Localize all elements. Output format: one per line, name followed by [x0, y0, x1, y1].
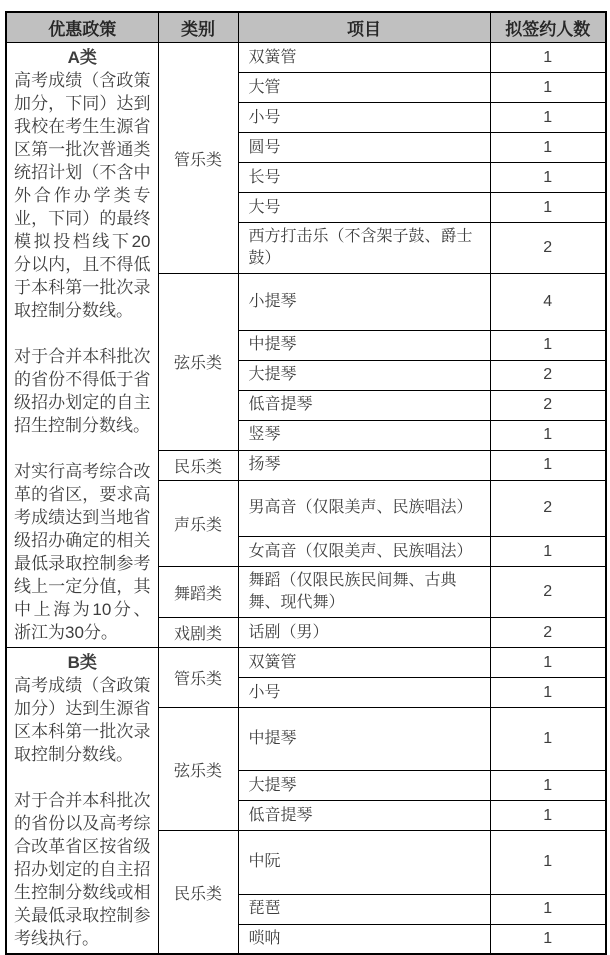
header-count: 拟签约人数: [490, 12, 606, 43]
project-cell: 男高音（仅限美声、民族唱法）: [238, 480, 490, 537]
count-cell: 1: [490, 43, 606, 73]
policy-paragraph: 高考成绩（含政策加分）达到生源省区本科第一批次录取控制分数线。: [14, 676, 151, 764]
category-cell: 弦乐类: [158, 708, 238, 831]
count-cell: 1: [490, 193, 606, 223]
project-cell: 圆号: [238, 133, 490, 163]
project-cell: 小号: [238, 103, 490, 133]
count-cell: 2: [490, 390, 606, 420]
policy-title: B类: [67, 653, 97, 672]
count-cell: 1: [490, 708, 606, 771]
count-cell: 1: [490, 330, 606, 360]
project-cell: 双簧管: [238, 648, 490, 678]
project-cell: 中提琴: [238, 330, 490, 360]
count-cell: 1: [490, 450, 606, 480]
count-cell: 1: [490, 894, 606, 924]
project-cell: 小提琴: [238, 274, 490, 331]
count-cell: 4: [490, 274, 606, 331]
count-cell: 1: [490, 420, 606, 450]
count-cell: 1: [490, 103, 606, 133]
count-cell: 1: [490, 73, 606, 103]
count-cell: 1: [490, 831, 606, 894]
category-cell: 戏剧类: [158, 618, 238, 648]
policy-cell-A类: [6, 43, 158, 648]
project-cell: 大管: [238, 73, 490, 103]
policy-cell-B类: [6, 648, 158, 955]
project-cell: 女高音（仅限美声、民族唱法）: [238, 537, 490, 567]
project-cell: 西方打击乐（不含架子鼓、爵士鼓）: [238, 223, 490, 274]
policy-paragraph: 对于合并本科批次的省份以及高考综合改革省区按省级招办划定的自主招生控制分数线或相关最低录取控制参考线执行。: [14, 791, 151, 948]
project-cell: 大提琴: [238, 360, 490, 390]
project-cell: 大提琴: [238, 771, 490, 801]
table-body: [6, 43, 606, 955]
policy-title: A类: [67, 48, 97, 67]
project-cell: 琵琶: [238, 894, 490, 924]
project-cell: 扬琴: [238, 450, 490, 480]
project-cell: 大号: [238, 193, 490, 223]
project-cell: 小号: [238, 678, 490, 708]
count-cell: 1: [490, 648, 606, 678]
project-cell: 长号: [238, 163, 490, 193]
count-cell: 1: [490, 163, 606, 193]
project-cell: 双簧管: [238, 43, 490, 73]
policy-paragraph: 对于合并本科批次的省份不得低于省级招办划定的自主招生控制分数线。: [14, 347, 151, 435]
count-cell: 2: [490, 360, 606, 390]
category-cell: 弦乐类: [158, 274, 238, 451]
project-cell: 中阮: [238, 831, 490, 894]
category-cell: 管乐类: [158, 648, 238, 708]
project-cell: 低音提琴: [238, 390, 490, 420]
header-category: 类别: [158, 12, 238, 43]
project-cell: 中提琴: [238, 708, 490, 771]
category-cell: 民乐类: [158, 450, 238, 480]
count-cell: 2: [490, 480, 606, 537]
count-cell: 1: [490, 771, 606, 801]
category-cell: 管乐类: [158, 43, 238, 274]
count-cell: 1: [490, 537, 606, 567]
count-cell: 1: [490, 801, 606, 831]
table-header-row: [6, 12, 606, 43]
policy-paragraph: 对实行高考综合改革的省区，要求高考成绩达到当地省级招办确定的相关最低录取控制参考线上一定分值，其中上海为10分、浙江为30分。: [14, 462, 151, 642]
table-row: [6, 648, 606, 678]
project-cell: 舞蹈（仅限民族民间舞、古典舞、现代舞）: [238, 567, 490, 618]
count-cell: 2: [490, 223, 606, 274]
count-cell: 1: [490, 678, 606, 708]
project-cell: 低音提琴: [238, 801, 490, 831]
policy-paragraph: 高考成绩（含政策加分，下同）达到我校在考生生源省区第一批次普通类统招计划（不含中外合作办学类专业，下同）的最终模拟投档线下20分以内，且不得低于本科第一批次录取控制分数线。: [14, 71, 151, 320]
header-project: 项目: [238, 12, 490, 43]
category-cell: 民乐类: [158, 831, 238, 954]
header-policy: 优惠政策: [6, 12, 158, 43]
preferential-policy-table: [5, 11, 607, 955]
count-cell: 1: [490, 924, 606, 954]
count-cell: 1: [490, 133, 606, 163]
project-cell: 竖琴: [238, 420, 490, 450]
category-cell: 声乐类: [158, 480, 238, 567]
table-row: [6, 43, 606, 73]
category-cell: 舞蹈类: [158, 567, 238, 618]
count-cell: 2: [490, 567, 606, 618]
project-cell: 话剧（男）: [238, 618, 490, 648]
count-cell: 2: [490, 618, 606, 648]
project-cell: 唢呐: [238, 924, 490, 954]
